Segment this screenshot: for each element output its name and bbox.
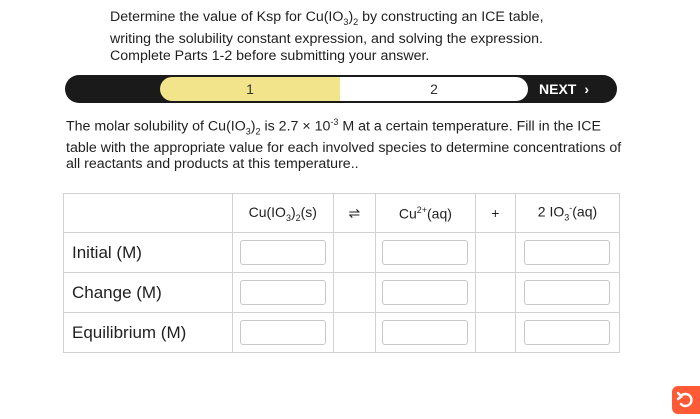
ice-table xyxy=(63,193,620,353)
undo-button[interactable] xyxy=(672,386,700,414)
question-line-1: The molar solubility of $Cu(IO_3)_2$ is $2.7 \times 10^{-3}$ M at a certain temperature. Fill in the ICE xyxy=(66,117,601,137)
undo-icon xyxy=(672,386,700,414)
equilibrium-io3-cell xyxy=(515,313,619,353)
equilibrium-plus-cell xyxy=(475,313,515,353)
plus-sign: + xyxy=(475,194,515,233)
change-arrow-cell xyxy=(333,273,375,313)
change-solid-input[interactable] xyxy=(240,280,326,305)
row-label-initial: Initial (M) xyxy=(64,233,233,273)
equilibrium-io3-input[interactable] xyxy=(524,320,610,345)
initial-io3-cell xyxy=(515,233,619,273)
question-line-2: table with the appropriate value for each involved species to determine concentrations of xyxy=(66,139,622,156)
species-io3-minus: 2 $IO_3^-(aq)$ xyxy=(515,194,619,233)
change-io3-cell xyxy=(515,273,619,313)
species-cu2plus: $Cu^{2+}(aq)$ xyxy=(375,194,475,233)
initial-io3-input[interactable] xyxy=(524,240,610,265)
question-line-3: all reactants and products at this temperature.. xyxy=(66,155,359,172)
instruction-line-3: Complete Parts 1-2 before submitting your answer. xyxy=(110,47,430,64)
ice-row-initial xyxy=(64,233,620,273)
change-cu-input[interactable] xyxy=(382,280,468,305)
next-button[interactable] xyxy=(539,77,613,101)
next-label: NEXT xyxy=(539,81,577,97)
header-blank-cell xyxy=(64,194,233,233)
change-solid-cell xyxy=(232,273,333,313)
instruction-line-2: writing the solubility constant expression, and solving the expression. xyxy=(110,30,543,47)
initial-arrow-cell xyxy=(333,233,375,273)
equilibrium-arrow: ⇌ xyxy=(333,194,375,233)
row-label-change: Change (M) xyxy=(64,273,233,313)
row-label-equilibrium: Equilibrium (M) xyxy=(64,313,233,353)
instruction-line-1: Determine the value of Ksp for $Cu(IO_3)_2$ by constructing an ICE table, xyxy=(110,9,544,27)
ice-row-change xyxy=(64,273,620,313)
ice-header-row xyxy=(64,194,620,233)
species-cu-io3-2-solid: $Cu(IO_3)_2(s)$ xyxy=(232,194,333,233)
step-2-tab[interactable]: 2 xyxy=(340,77,528,101)
change-cu-cell xyxy=(375,273,475,313)
change-plus-cell xyxy=(475,273,515,313)
equilibrium-arrow-cell xyxy=(333,313,375,353)
step-progress-bar xyxy=(65,75,617,103)
question-text xyxy=(66,114,636,172)
equilibrium-solid-cell xyxy=(232,313,333,353)
chevron-right-icon: › xyxy=(584,81,590,97)
initial-cu-input[interactable] xyxy=(382,240,468,265)
initial-solid-input[interactable] xyxy=(240,240,326,265)
change-io3-input[interactable] xyxy=(524,280,610,305)
instructions xyxy=(110,9,590,65)
initial-plus-cell xyxy=(475,233,515,273)
ice-row-equilibrium xyxy=(64,313,620,353)
equilibrium-cu-input[interactable] xyxy=(382,320,468,345)
initial-cu-cell xyxy=(375,233,475,273)
step-1-tab[interactable]: 1 xyxy=(160,77,340,101)
equilibrium-solid-input[interactable] xyxy=(240,320,326,345)
equilibrium-cu-cell xyxy=(375,313,475,353)
initial-solid-cell xyxy=(232,233,333,273)
